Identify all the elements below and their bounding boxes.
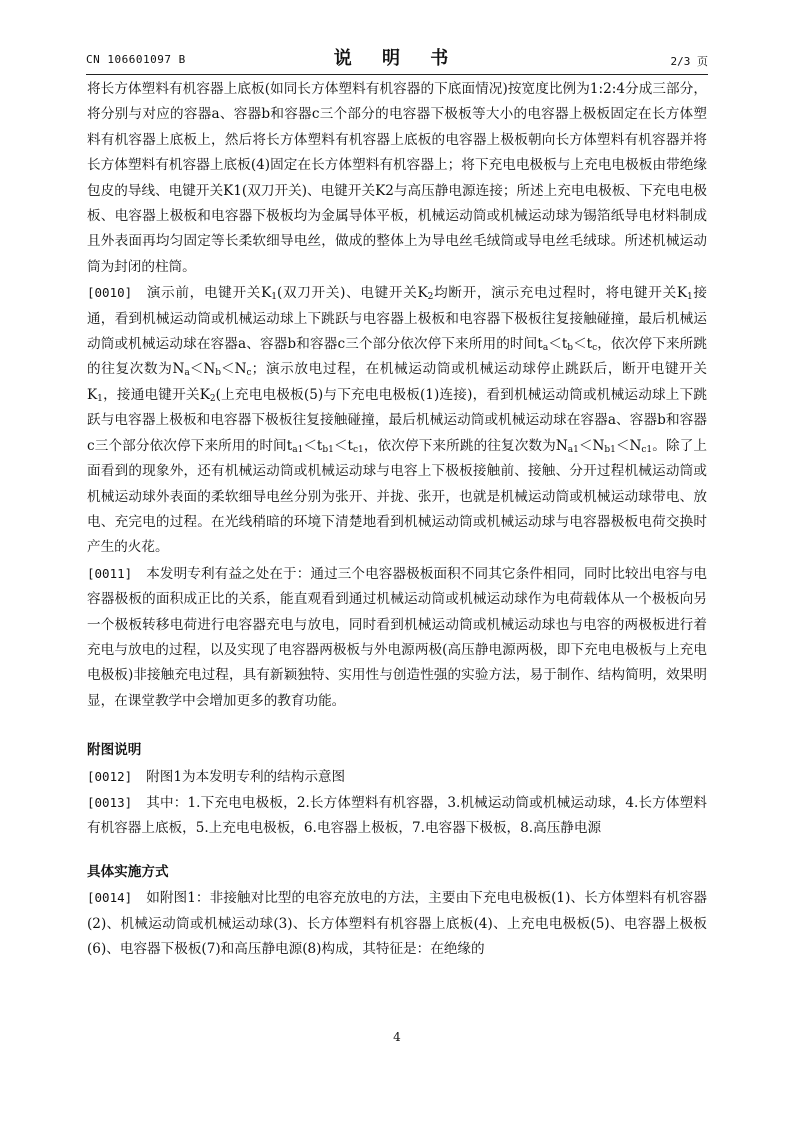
page-number: 4 [393,1030,401,1044]
patent-number: CN 106601097 B [86,53,186,66]
paragraph-number: [0010] [87,285,133,301]
paragraph-number: [0014] [87,890,133,906]
section-heading-embodiment: 具体实施方式 [87,863,169,880]
paragraph-0011: [0011] 本发明专利有益之处在于：通过三个电容器极板面积不同其它条件相同，同时比较出电容与电容器极板的面积成正比的关系，能直观看到通过机械运动筒或机械运动球作为电荷载体从一个极板向另一个极板转移电荷进行电容器充电与放电，同时看到机械运动筒或机械运动球也与电容的两极板进行着充电与放电的过程，以及实现了电容器两极板与外电源两极(高压静电源两极，即下充电电极板与上充电电极板)非接触充电过程，具有新颖独特、实用性与创造性强的实验方法，易于制作、结构简明，效果明显，在课堂教学中会增加更多的教育功能。 [87,565,707,709]
paragraph-number: [0012] [87,768,133,784]
page-header [86,44,708,72]
document-title: 说 明 书 [333,48,461,69]
paragraph-0012: [0012] 附图1为本发明专利的结构示意图 [87,768,346,785]
paragraph-number: [0011] [87,565,133,581]
paragraph-0010: [0010] 演示前，电键开关$K_1$(双刀开关)、电键开关$K_2$均断开，演示充电过程时，将电键开关$K_1$接通，看到机械运动筒或机械运动球上下跳跃与电容器上极板和电容器下极板往复接触碰撞，最后机械运动筒或机械运动球在容器a、容器b和容器c三个部分依次停下来所用的时间$t_a<t_b<t_c$，依次停下来所跳的往复次数为$N_a<N_b<N_c$；演示放电过程，在机械运动筒或机械运动球停止跳跃后，断开电键开关$K_1$，接通电键开关$K_2$(上充电电极板(5)与下充电电极板(1)连接)，看到机械运动筒或机械运动球上下跳跃与电容器上极板和电容器下极板往复接触碰撞，最后机械运动筒或机械运动球在容器a、容器b和容器c三个部分依次停下来所用的时间$t_{a1}<t_{b1}<t_{c1}$，依次停下来所跳的往复次数为$N_{a1}<N_{b1}<N_{c1}$。除了上面看到的现象外，还有机械运动筒或机械运动球与电容上下极板接触前、接触、分开过程机械运动筒或机械运动球外表面的柔软细导电丝分别为张开、并拢、张开，也就是机械运动筒或机械运动球带电、放电、充完电的过程。在光线稍暗的环境下清楚地看到机械运动筒或机械运动球与电容器极板电荷交换时产生的火花。 [87,285,708,556]
page-info: 2/3 页 [670,55,708,68]
header-rule [86,74,708,75]
document-body [87,77,707,962]
section-heading-figures: 附图说明 [87,742,142,759]
paragraph-0014: [0014] 如附图1：非接触对比型的电容充放电的方法，主要由下充电电极板(1)、长方体塑料有机容器(2)、机械运动筒或机械运动球(3)、长方体塑料有机容器上底板(4)、上充电电极板(5)、电容器上极板(6)、电容器下极板(7)和高压静电源(8)构成，其特征是：在绝缘的 [87,890,707,957]
paragraph-intro: 将长方体塑料有机容器上底板(如同长方体塑料有机容器的下底面情况)按宽度比例为1:2:4分成三部分，将分别与对应的容器a、容器b和容器c三个部分的电容器下极板等大小的电容器上极板固定在长方体塑料有机容器上底板上，然后将长方体塑料有机容器上底板的电容器上极板朝向长方体塑料有机容器并将长方体塑料有机容器上底板(4)固定在长方体塑料有机容器上；将下充电电极板与上充电电极板由带绝缘包皮的导线、电键开关K1(双刀开关)、电键开关K2与高压静电源连接；所述上充电电极板、下充电电极板、电容器上极板和电容器下极板均为金属导体平板，机械运动筒或机械运动球为锡箔纸导电材料制成且外表面再均匀固定等长柔软细导电丝，做成的整体上为导电丝毛绒筒或导电丝毛绒球。所述机械运动筒为封闭的柱筒。 [87,81,707,275]
paragraph-number: [0013] [87,794,133,810]
paragraph-0013: [0013] 其中：1.下充电电极板，2.长方体塑料有机容器，3.机械运动筒或机械运动球，4.长方体塑料有机容器上底板，5.上充电电极板，6.电容器上极板，7.电容器下极板，8.高压静电源 [87,794,707,837]
